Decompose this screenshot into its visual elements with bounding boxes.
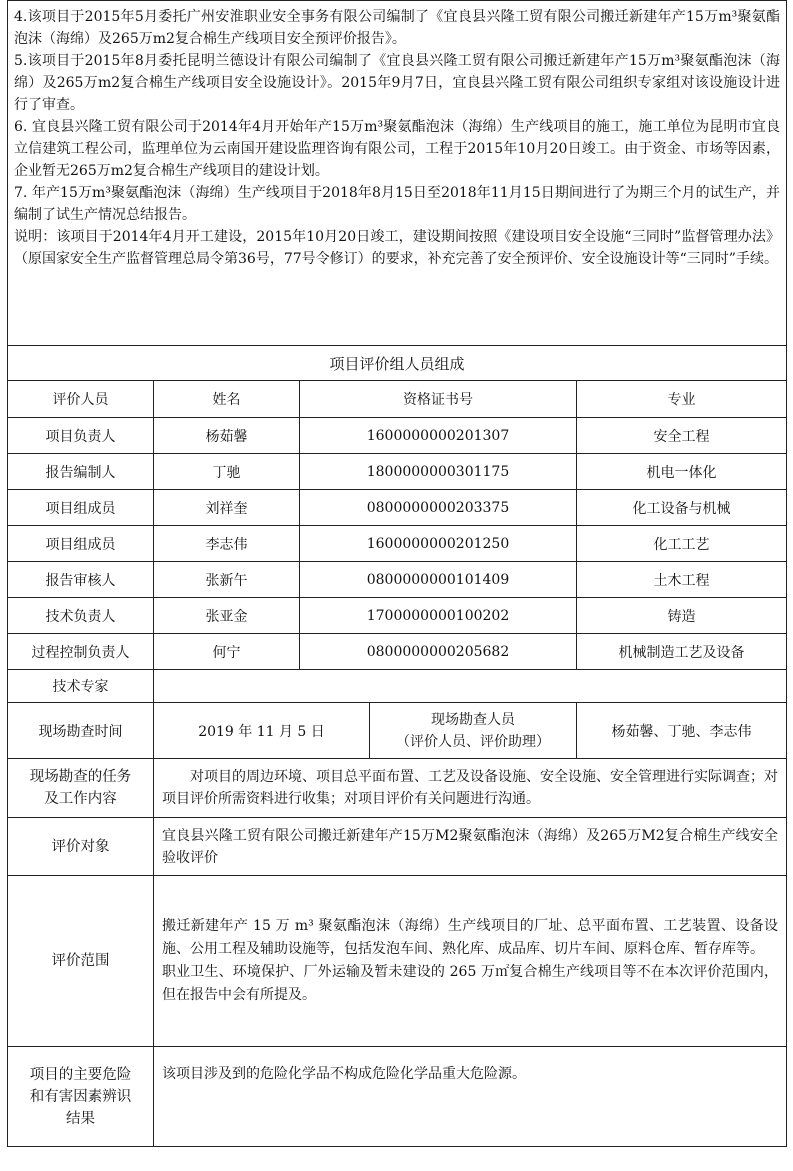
member-role: 报告编制人 [8,454,154,490]
header-cert: 资格证书号 [300,381,577,418]
survey-staff-value: 杨茹馨、丁驰、李志伟 [577,703,787,759]
team-row [8,562,787,598]
member-name: 丁驰 [154,454,300,490]
history-item-7: 7. 年产15万m³聚氨酯泡沫（海绵）生产线项目于2018年8月15日至2018年11月15日期间进行了为期三个月的试生产，并编制了试生产情况总结报告。 [14,185,781,223]
object-content: 宜良县兴隆工贸有限公司搬迁新建年产15万M2聚氨酯泡沫（海绵）及265万M2复合棉生产线安全验收评价 [154,818,787,876]
scope-paragraph-1: 搬迁新建年产 15 万 m³ 聚氨酯泡沫（海绵）生产线项目的厂址、总平面布置、工艺装置、设备设施、公用工程及辅助设施等，包括发泡车间、熟化库、成品库、切片车间、原料仓库、暂存库等。 [162,918,779,957]
member-major: 化工设备与机械 [577,490,787,526]
member-name: 刘祥奎 [154,490,300,526]
history-item-6: 6. 宜良县兴隆工贸有限公司于2014年4月开始年产15万m³聚氨酯泡沫（海绵）生产线项目的施工，施工单位为昆明市宜良立信建筑工程公司，监理单位为云南国开建设监理咨询有限公司，工程于2015年10月20日竣工。由于资金、市场等因素，企业暂无265万m2复合棉生产线项目的建设计划。 [14,119,781,179]
member-major: 安全工程 [577,418,787,454]
hazard-content: 该项目涉及到的危险化学品不构成危险化学品重大危险源。 [154,1047,787,1147]
member-major: 土木工程 [577,562,787,598]
header-name: 姓名 [154,381,300,418]
member-cert: 0800000000101409 [300,562,577,598]
member-cert: 1600000000201307 [300,418,577,454]
header-role: 评价人员 [8,381,154,418]
member-name: 何宁 [154,634,300,670]
team-header-row [8,381,787,418]
team-row [8,634,787,670]
member-name: 张亚金 [154,598,300,634]
survey-row [8,703,787,759]
task-label-line1: 现场勘查的任务 [29,769,132,785]
hazard-label [8,1047,154,1147]
scope-paragraph-2: 职业卫生、环境保护、厂外运输及暂未建设的 265 万㎡复合棉生产线项目等不在本次评价范围内，但在报告中会有所提及。 [162,964,779,1003]
team-row [8,454,787,490]
hazard-label-line1: 项目的主要危险 [29,1066,132,1083]
member-role: 项目组成员 [8,490,154,526]
history-item-4: 4.该项目于2015年5月委托广州安淮职业安全事务有限公司编制了《宜良县兴隆工贸有限公司搬迁新建年产15万m³聚氨酯泡沫（海绵）及265万m2复合棉生产线项目安全预评价报告》。 [14,9,781,47]
member-role: 过程控制负责人 [8,634,154,670]
project-history [8,1,787,346]
scope-content [154,876,787,1047]
expert-row [8,670,787,703]
member-cert: 1600000000201250 [300,526,577,562]
scope-label: 评价范围 [8,876,154,1047]
intro-row [8,1,787,346]
member-name: 杨茹馨 [154,418,300,454]
survey-staff-label-line2: （评价人员、评价助理） [396,733,550,750]
history-item-5: 5.该项目于2015年8月委托昆明兰德设计有限公司编制了《宜良县兴隆工贸有限公司搬迁新建年产15万m³聚氨酯泡沫（海绵）及265万m2复合棉生产线项目安全设施设计》。2015年9月7日，宜良县兴隆工贸有限公司组织专家组对该设施设计进行了审查。 [14,53,781,113]
member-cert: 1800000000301175 [300,454,577,490]
team-row [8,490,787,526]
team-row [8,418,787,454]
member-major: 机电一体化 [577,454,787,490]
hazard-label-line2: 和有害因素辨识 [29,1088,132,1105]
task-label [8,759,154,818]
team-section-title: 项目评价组人员组成 [8,346,787,381]
member-role: 项目组成员 [8,526,154,562]
header-major: 专业 [577,381,787,418]
member-name: 张新午 [154,562,300,598]
member-role: 报告审核人 [8,562,154,598]
member-name: 李志伟 [154,526,300,562]
expert-label: 技术专家 [8,670,154,703]
survey-staff-label-line1: 现场勘查人员 [431,711,515,728]
task-row [8,759,787,818]
evaluation-table [7,0,787,1147]
member-major: 铸造 [577,598,787,634]
survey-time-value: 2019 年 11 月 5 日 [154,703,370,759]
member-cert: 1700000000100202 [300,598,577,634]
team-row [8,526,787,562]
hazard-row [8,1047,787,1147]
member-major: 化工工艺 [577,526,787,562]
member-major: 机械制造工艺及设备 [577,634,787,670]
object-label: 评价对象 [8,818,154,876]
member-role: 技术负责人 [8,598,154,634]
survey-time-label: 现场勘查时间 [8,703,154,759]
team-row [8,598,787,634]
survey-staff-label [370,703,577,759]
member-cert: 0800000000205682 [300,634,577,670]
expert-value [154,670,787,703]
member-role: 项目负责人 [8,418,154,454]
task-content: 对项目的周边环境、项目总平面布置、工艺及设备设施、安全设施、安全管理进行实际调查；对项目评价所需资料进行收集；对项目评价有关问题进行沟通。 [154,759,787,818]
scope-row [8,876,787,1047]
hazard-label-line3: 结果 [66,1110,95,1127]
history-note: 说明：该项目于2014年4月开工建设，2015年10月20日竣工，建设期间按照《建设项目安全设施“三同时”监督管理办法》（原国家安全生产监督管理总局令第36号，77号令修订）的要求，补充完善了安全预评价、安全设施设计等“三同时”手续。 [14,229,781,267]
member-cert: 0800000000203375 [300,490,577,526]
task-label-line2: 及工作内容 [44,791,117,807]
object-row [8,818,787,876]
